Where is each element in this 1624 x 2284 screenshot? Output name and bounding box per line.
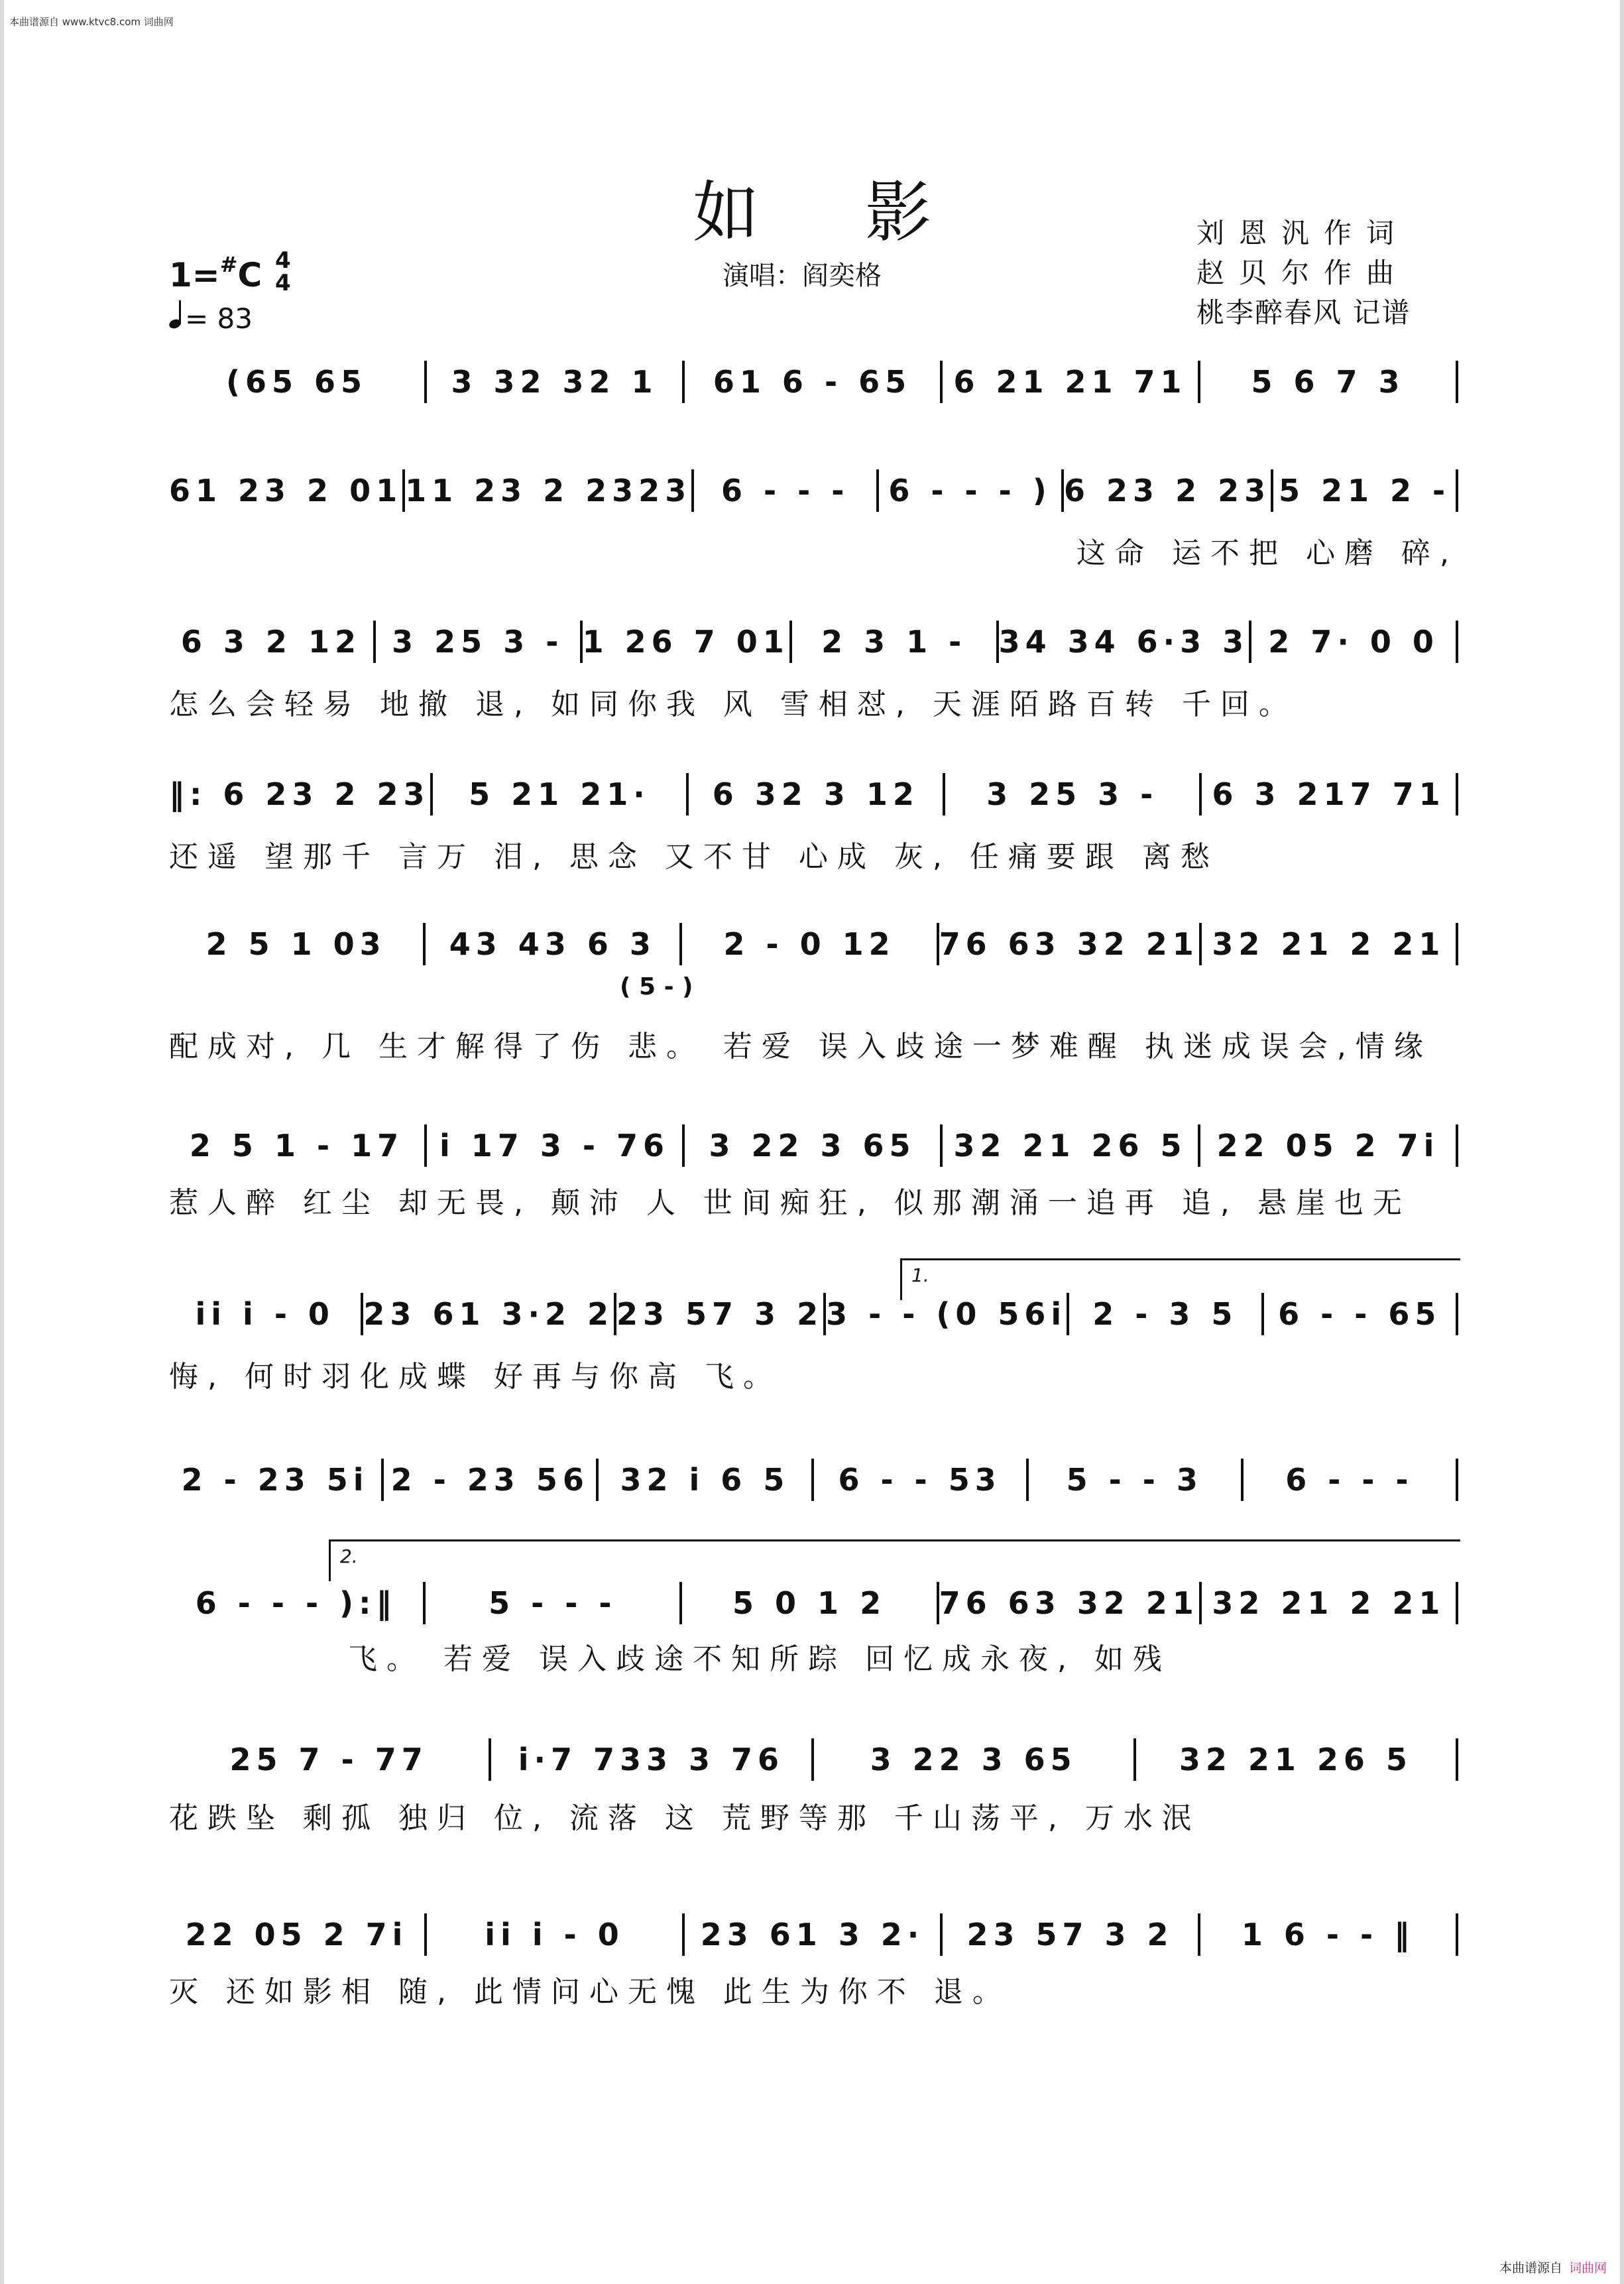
score-line-8 xyxy=(169,1461,1458,1498)
sub-notes: ( 5 - ) xyxy=(620,973,693,1000)
measure: 3 25 3 - xyxy=(986,776,1159,812)
measure: 2 - 23 5i xyxy=(181,1462,369,1498)
score-line-3 xyxy=(169,623,1458,660)
measure: ii i - 0 xyxy=(485,1917,624,1953)
measure: 32 21 26 5 xyxy=(953,1128,1187,1164)
measure: 61 23 2 01 xyxy=(169,473,403,509)
measure: 6 - - - xyxy=(721,473,850,509)
lyrics-line-3: 怎么会轻易 地撤 退, 如同你我 风 雪相怼, 天涯陌路百转 千回。 xyxy=(169,688,1297,721)
measure: 32 21 26 5 xyxy=(1179,1742,1413,1777)
score-line-6 xyxy=(169,1127,1458,1164)
measure: 6 - - - ) xyxy=(888,473,1052,509)
score-line-2 xyxy=(169,472,1458,509)
measure: 23 61 3·2 2 xyxy=(363,1296,614,1332)
measure: 2 3 1 - xyxy=(821,624,967,660)
measure: 23 57 3 2 xyxy=(966,1917,1174,1953)
measure: 23 57 3 2 xyxy=(616,1296,824,1332)
lyrics-line-11: 灭 还如影相 随, 此情问心无愧 此生为你不 退。 xyxy=(169,1975,1011,2009)
measure: 32 21 2 21 xyxy=(1212,926,1446,962)
measure: 2 - 3 5 xyxy=(1092,1296,1238,1332)
song-title: 如影 xyxy=(693,174,1037,251)
lyricist-credit: 刘恩汎作词 xyxy=(1196,217,1409,249)
measure: 76 63 32 21 xyxy=(939,926,1199,962)
score-line-5 xyxy=(169,926,1458,963)
measure: 5 0 1 2 xyxy=(732,1585,887,1621)
measure: 22 05 2 7i xyxy=(185,1917,408,1953)
measure: 2 5 1 03 xyxy=(205,926,386,962)
watermark-top: 本曲谱源自 www.ktvc8.com 词曲网 xyxy=(9,16,174,28)
measure: i 17 3 - 76 xyxy=(439,1128,669,1164)
measure: 43 43 6 3 xyxy=(449,926,656,962)
measure: 2 - 23 56 xyxy=(390,1462,589,1498)
measure: 5 21 2 - xyxy=(1278,473,1451,509)
lyrics-line-2: 这命 运不把 心磨 碎, xyxy=(1076,536,1458,570)
score-line-9 xyxy=(169,1585,1458,1622)
measure: 6 - - 53 xyxy=(838,1462,1002,1498)
lyrics-line-9: 飞。 若爱 误入歧途不知所踪 回忆成永夜, 如残 xyxy=(348,1642,1171,1676)
measure: 6 - - - xyxy=(1285,1462,1414,1498)
lyrics-line-10: 花跌坠 剩孤 独归 位, 流落 这 荒野等那 千山荡平, 万水泯 xyxy=(169,1801,1200,1835)
score-line-4 xyxy=(169,776,1458,813)
measure: 25 7 - 77 xyxy=(229,1742,428,1777)
measure: 32 21 2 21 xyxy=(1212,1585,1446,1621)
score-line-10 xyxy=(169,1741,1458,1778)
measure: 2 5 1 - 17 xyxy=(189,1128,404,1164)
measure: 5 - - - xyxy=(489,1585,617,1621)
measure: 3 22 3 65 xyxy=(709,1128,916,1164)
tempo-marking: = 83 xyxy=(169,302,253,335)
measure: 5 - - 3 xyxy=(1066,1462,1203,1498)
measure: 6 - - - ):‖ xyxy=(195,1585,397,1621)
score-line-7 xyxy=(169,1295,1458,1333)
measure: 76 63 32 21 xyxy=(939,1585,1199,1621)
transcriber-credit: 桃李醉春风 记谱 xyxy=(1196,296,1411,329)
lyrics-line-4: 还遥 望那千 言万 泪, 思念 又不甘 心成 灰, 任痛要跟 离愁 xyxy=(169,840,1219,874)
measure: 6 3 2 12 xyxy=(180,624,361,660)
measure: 1 6 - - ‖ xyxy=(1241,1917,1415,1953)
measure: 2 7· 0 0 xyxy=(1268,624,1439,660)
measure: 23 61 3 2· xyxy=(700,1917,925,1953)
measure: 5 6 7 3 xyxy=(1251,364,1405,400)
measure: 6 3 217 71 xyxy=(1212,776,1446,812)
measure: 3 22 3 65 xyxy=(870,1742,1077,1777)
measure: 22 05 2 7i xyxy=(1216,1128,1440,1164)
measure: (65 65 xyxy=(225,364,368,400)
lyrics-line-6: 惹人醉 红尘 却无畏, 颠沛 人 世间痴狂, 似那潮涌一追再 追, 悬崖也无 xyxy=(169,1186,1411,1220)
measure: ii i - 0 xyxy=(195,1296,335,1332)
composer-credit: 赵贝尔作曲 xyxy=(1196,257,1409,289)
score-line-1 xyxy=(169,363,1458,400)
measure: 6 - - 65 xyxy=(1278,1296,1442,1332)
key-signature: 1=#C xyxy=(169,252,262,294)
measure: 11 23 2 2323 xyxy=(405,473,692,509)
measure: 3 - - (0 56i xyxy=(826,1296,1067,1332)
measure: 2 - 0 12 xyxy=(723,926,896,962)
measure: 32 i 6 5 xyxy=(620,1462,790,1498)
measure: 6 23 2 23 xyxy=(1064,473,1271,509)
measure: 5 21 21· xyxy=(469,776,650,812)
credits xyxy=(1196,213,1411,333)
measure: ‖: 6 23 2 23 xyxy=(169,776,430,812)
quarter-note-icon xyxy=(169,302,185,328)
lyrics-line-7: 悔, 何时羽化成蝶 好再与你高 飞。 xyxy=(169,1360,782,1394)
measure: 3 32 32 1 xyxy=(451,364,658,400)
measure: 3 25 3 - xyxy=(392,624,564,660)
measure: 34 34 6·3 3 xyxy=(998,624,1249,660)
sharp-icon: # xyxy=(219,252,238,277)
measure: 61 6 - 65 xyxy=(713,364,912,400)
singer-credit: 演唱：阎奕格 xyxy=(723,261,882,291)
lyrics-line-5: 配成对, 几 生才解得了伤 悲。 若爱 误入歧途一梦难醒 执迷成误会,情缘 xyxy=(169,1030,1432,1063)
measure: 6 32 3 12 xyxy=(712,776,919,812)
measure: i·7 733 3 76 xyxy=(518,1742,785,1777)
watermark-bottom: 本曲谱源自 词曲网 xyxy=(1499,2261,1607,2275)
volta-2: 2. xyxy=(329,1539,1460,1581)
measure: 1 26 7 01 xyxy=(582,624,789,660)
time-signature: 4 4 xyxy=(275,247,291,296)
measure: 6 21 21 71 xyxy=(953,364,1187,400)
volta-1: 1. xyxy=(900,1258,1460,1300)
score-line-11 xyxy=(169,1916,1458,1953)
